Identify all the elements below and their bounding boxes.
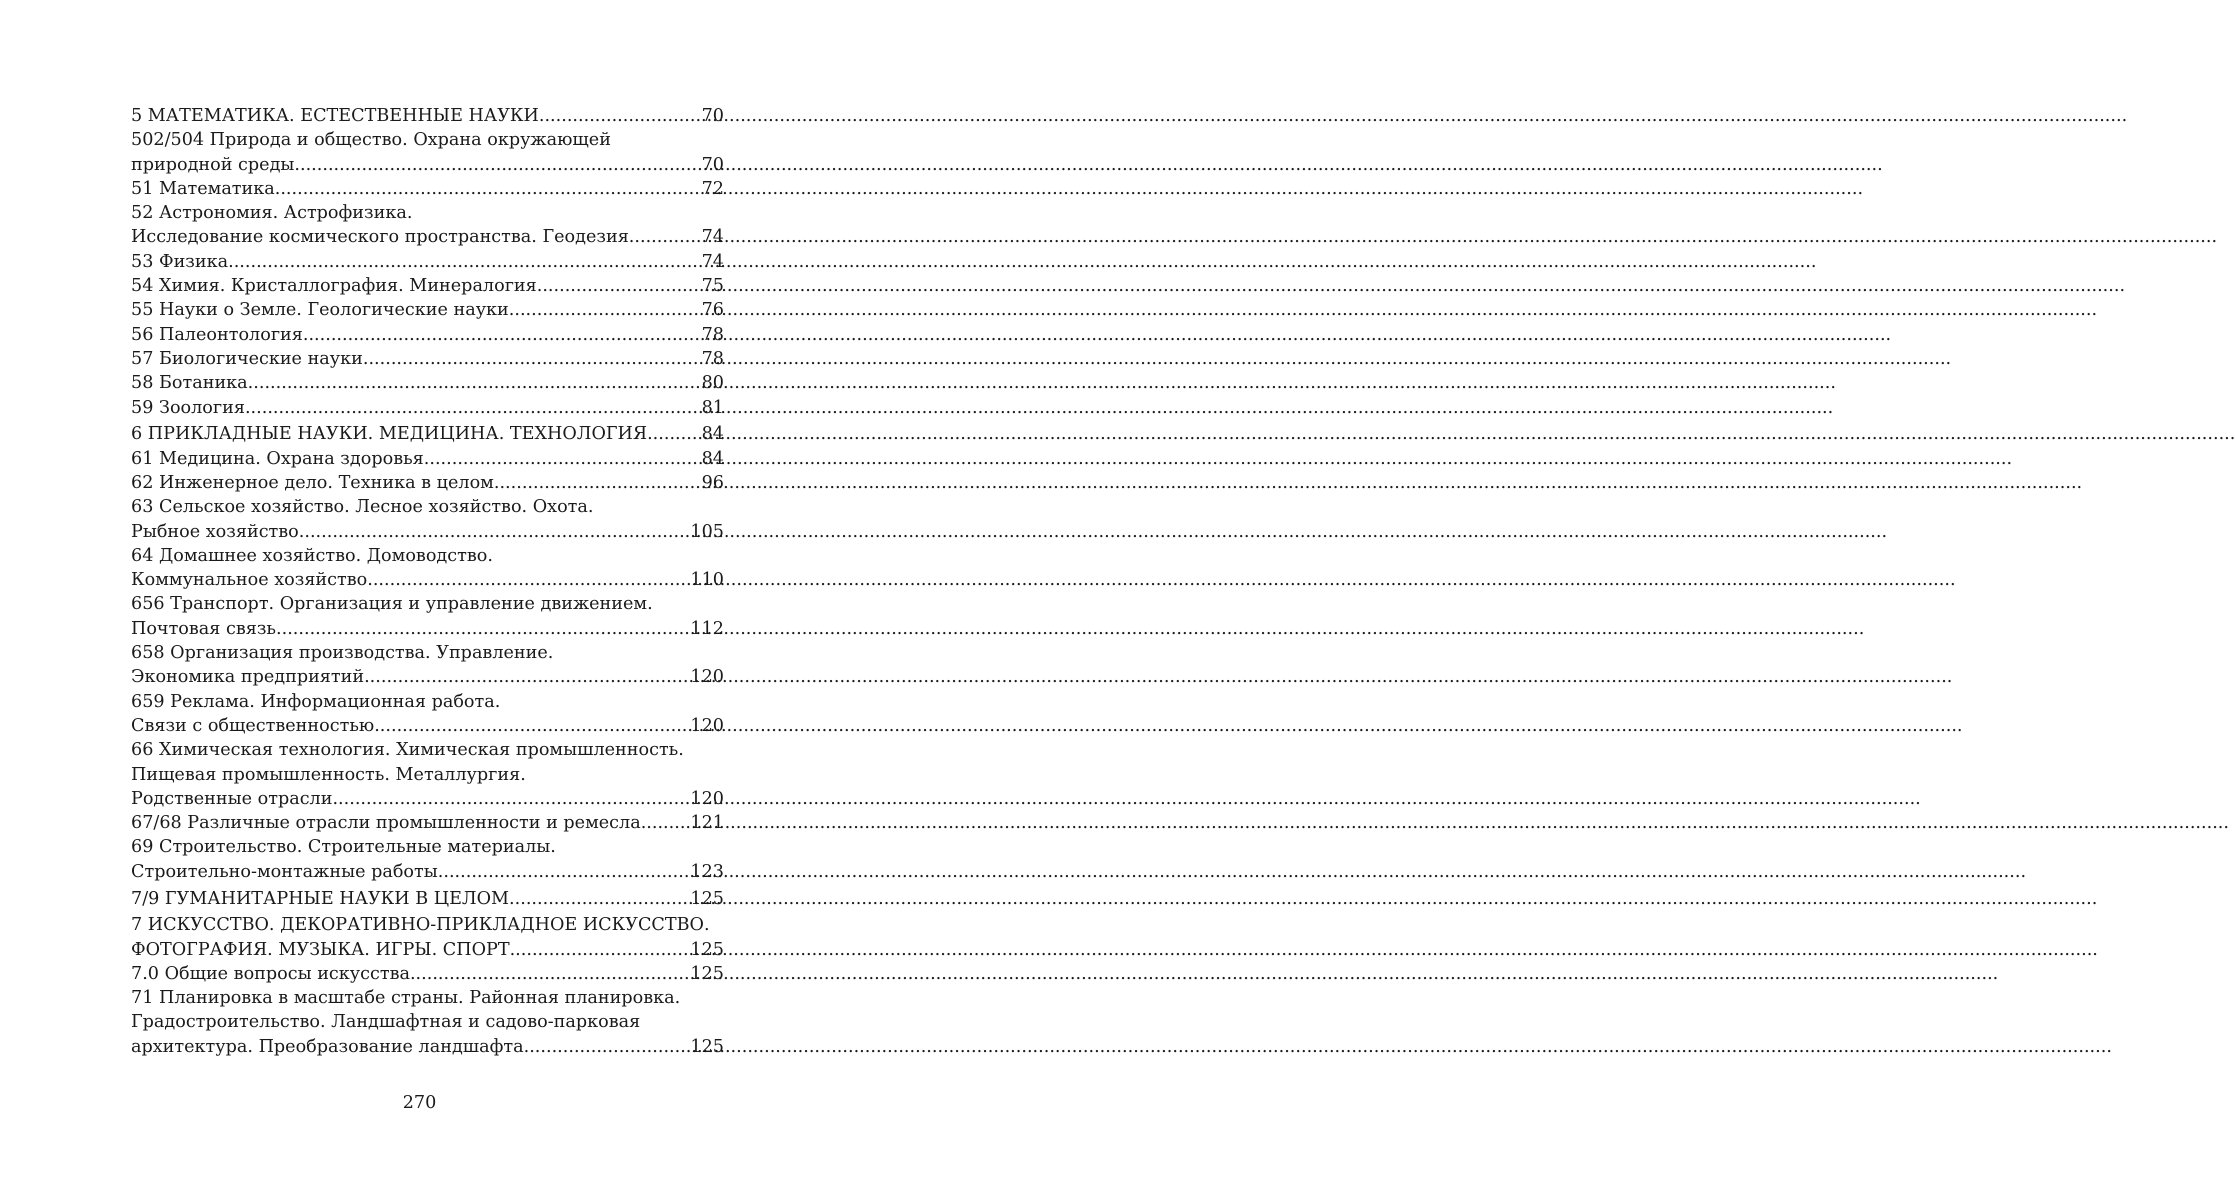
toc-entry-title: ФОТОГРАФИЯ. МУЗЫКА. ИГРЫ. СПОРТ xyxy=(131,939,510,960)
toc-entry-page: 120 xyxy=(690,715,724,736)
toc-entry-page: 120 xyxy=(690,667,724,688)
toc-line xyxy=(131,835,724,859)
toc-entry xyxy=(131,811,724,835)
toc-entry-title: 658 Организация производства. Управление. xyxy=(131,643,554,664)
toc-line xyxy=(131,177,724,201)
toc-entry-title: Связи с общественностью xyxy=(131,715,375,736)
toc-line xyxy=(131,104,724,128)
toc-entry xyxy=(131,250,724,274)
document-page xyxy=(0,0,839,1190)
toc-entry xyxy=(131,986,724,1059)
toc-entry-page: 125 xyxy=(690,1036,724,1057)
dot-leader xyxy=(410,962,689,986)
toc-entry-page: 70 xyxy=(701,154,724,175)
toc-entry xyxy=(131,422,724,446)
toc-line xyxy=(131,860,724,884)
toc-entry-page: 74 xyxy=(701,251,724,272)
toc-line xyxy=(131,153,724,177)
toc-entry-title: 7.0 Общие вопросы искусства xyxy=(131,963,410,984)
toc-entry-title: 59 Зоология xyxy=(131,397,245,418)
toc-entry xyxy=(131,298,724,322)
dot-leader xyxy=(294,153,700,177)
toc-line xyxy=(131,690,724,714)
dot-leader xyxy=(641,811,690,835)
toc-entry-title: Исследование космического пространства. Геодезия xyxy=(131,227,629,248)
toc-entry xyxy=(131,274,724,298)
toc-entry-title: 502/504 Природа и общество. Охрана окружающей xyxy=(131,130,611,151)
toc-entry xyxy=(131,177,724,201)
toc-line xyxy=(131,396,724,420)
toc-entry-title: 656 Транспорт. Организация и управление движением. xyxy=(131,594,653,615)
toc-entry-page: 96 xyxy=(701,472,724,493)
toc-line xyxy=(131,128,724,152)
toc-entry-page: 125 xyxy=(690,939,724,960)
toc-entry-title: 66 Химическая технология. Химическая промышленность. xyxy=(131,740,684,761)
dot-leader xyxy=(510,938,690,962)
toc-entry-title: Экономика предприятий xyxy=(131,667,365,688)
toc-entry-page: 121 xyxy=(690,813,724,834)
toc-line xyxy=(131,962,724,986)
toc-line xyxy=(131,913,724,937)
dot-leader xyxy=(248,371,701,395)
toc-entry-title: 61 Медицина. Охрана здоровья xyxy=(131,448,424,469)
toc-entry xyxy=(131,396,724,420)
toc-entry-title: 71 Планировка в масштабе страны. Районная планировка. xyxy=(131,988,681,1009)
toc-line xyxy=(131,422,724,446)
toc-entry-title: 55 Науки о Земле. Геологические науки xyxy=(131,300,509,321)
toc-line xyxy=(131,568,724,592)
dot-leader xyxy=(303,323,701,347)
dot-leader xyxy=(494,471,701,495)
dot-leader xyxy=(299,520,690,544)
toc-line xyxy=(131,471,724,495)
toc-line xyxy=(131,641,724,665)
toc-entry-title: Строительно-монтажные работы xyxy=(131,861,438,882)
toc-line xyxy=(131,1035,724,1059)
dot-leader xyxy=(228,250,700,274)
toc-line xyxy=(131,201,724,225)
toc-line xyxy=(131,544,724,568)
toc-entry xyxy=(131,592,724,641)
dot-leader xyxy=(276,617,689,641)
toc-entry-title: 69 Строительство. Строительные материалы. xyxy=(131,837,556,858)
toc-entry-title: Пищевая промышленность. Металлургия. xyxy=(131,764,526,785)
toc-line xyxy=(131,495,724,519)
dot-leader xyxy=(363,347,701,371)
toc-entry xyxy=(131,835,724,884)
toc-entry xyxy=(131,201,724,250)
toc-entry xyxy=(131,544,724,593)
toc-entry-page: 105 xyxy=(690,521,724,542)
toc-entry-page: 84 xyxy=(701,424,724,445)
toc-line xyxy=(131,347,724,371)
toc-entry-title: Рыбное хозяйство xyxy=(131,521,299,542)
toc-line xyxy=(131,938,724,962)
toc-entry-page: 81 xyxy=(701,397,724,418)
toc-entry xyxy=(131,347,724,371)
toc-entry xyxy=(131,323,724,347)
toc-entry-title: 58 Ботаника xyxy=(131,373,248,394)
toc-entry-page: 125 xyxy=(690,963,724,984)
toc-line xyxy=(131,665,724,689)
table-of-contents xyxy=(131,104,724,1059)
toc-line xyxy=(131,617,724,641)
toc-line xyxy=(131,811,724,835)
toc-entry-title: 54 Химия. Кристаллография. Минералогия xyxy=(131,276,537,297)
dot-leader xyxy=(332,787,689,811)
toc-entry-page: 125 xyxy=(690,888,724,909)
toc-line xyxy=(131,738,724,762)
toc-entry xyxy=(131,371,724,395)
toc-entry xyxy=(131,471,724,495)
toc-entry-title: Коммунальное хозяйство xyxy=(131,570,368,591)
toc-line xyxy=(131,763,724,787)
dot-leader xyxy=(275,177,701,201)
toc-entry-page: 74 xyxy=(701,227,724,248)
toc-entry-title: 6 ПРИКЛАДНЫЕ НАУКИ. МЕДИЦИНА. ТЕХНОЛОГИЯ xyxy=(131,424,648,445)
toc-entry xyxy=(131,690,724,739)
toc-entry-page: 78 xyxy=(701,324,724,345)
dot-leader xyxy=(629,225,701,249)
toc-entry-page: 112 xyxy=(690,618,724,639)
toc-line xyxy=(131,520,724,544)
dot-leader xyxy=(537,274,701,298)
toc-entry-page: 110 xyxy=(690,570,724,591)
toc-line xyxy=(131,592,724,616)
toc-line xyxy=(131,323,724,347)
toc-entry-title: Градостроительство. Ландшафтная и садово-парковая xyxy=(131,1012,641,1033)
toc-entry xyxy=(131,913,724,962)
dot-leader xyxy=(424,447,701,471)
dot-leader xyxy=(647,422,701,446)
toc-entry xyxy=(131,495,724,544)
toc-entry-title: 7 ИСКУССТВО. ДЕКОРАТИВНО-ПРИКЛАДНОЕ ИСКУССТВО. xyxy=(131,915,710,936)
toc-entry-page: 84 xyxy=(701,448,724,469)
page-number: 270 xyxy=(402,1093,437,1113)
toc-entry-title: 57 Биологические науки xyxy=(131,348,363,369)
dot-leader xyxy=(539,104,701,128)
toc-entry-page: 76 xyxy=(701,300,724,321)
toc-entry xyxy=(131,104,724,128)
toc-entry-title: 67/68 Различные отрасли промышленности и ремесла xyxy=(131,813,641,834)
toc-entry-title: 64 Домашнее хозяйство. Домоводство. xyxy=(131,545,493,566)
dot-leader xyxy=(245,396,701,420)
toc-line xyxy=(131,1010,724,1034)
toc-entry-title: 63 Сельское хозяйство. Лесное хозяйство. Охота. xyxy=(131,497,594,518)
dot-leader xyxy=(367,568,689,592)
toc-line xyxy=(131,371,724,395)
toc-line xyxy=(131,986,724,1010)
toc-entry xyxy=(131,738,724,811)
toc-entry-title: 52 Астрономия. Астрофизика. xyxy=(131,203,413,224)
dot-leader xyxy=(509,887,689,911)
toc-entry-title: архитектура. Преобразование ландшафта xyxy=(131,1036,524,1057)
toc-entry xyxy=(131,641,724,690)
toc-line xyxy=(131,250,724,274)
toc-line xyxy=(131,787,724,811)
toc-entry-title: 7/9 ГУМАНИТАРНЫЕ НАУКИ В ЦЕЛОМ xyxy=(131,888,510,909)
toc-entry-page: 123 xyxy=(690,861,724,882)
toc-entry xyxy=(131,128,724,177)
toc-line xyxy=(131,274,724,298)
toc-entry xyxy=(131,447,724,471)
dot-leader xyxy=(509,298,701,322)
toc-entry-title: Почтовая связь xyxy=(131,618,277,639)
toc-entry-page: 72 xyxy=(701,178,724,199)
toc-entry-title: 53 Физика xyxy=(131,251,229,272)
toc-entry-title: Родственные отрасли xyxy=(131,788,333,809)
toc-line xyxy=(131,447,724,471)
toc-entry-page: 120 xyxy=(690,788,724,809)
toc-entry-title: 5 МАТЕМАТИКА. ЕСТЕСТВЕННЫЕ НАУКИ xyxy=(131,106,539,126)
toc-line xyxy=(131,225,724,249)
toc-line xyxy=(131,298,724,322)
toc-entry-page: 80 xyxy=(701,373,724,394)
toc-entry-title: 56 Палеонтология xyxy=(131,324,303,345)
toc-entry-title: природной среды xyxy=(131,154,295,175)
dot-leader xyxy=(364,665,689,689)
toc-entry-title: 62 Инженерное дело. Техника в целом xyxy=(131,472,494,493)
toc-entry-page: 70 xyxy=(701,106,724,126)
toc-line xyxy=(131,887,724,911)
dot-leader xyxy=(524,1035,690,1059)
toc-entry-page: 78 xyxy=(701,348,724,369)
toc-entry xyxy=(131,962,724,986)
toc-line xyxy=(131,714,724,738)
toc-entry-title: 659 Реклама. Информационная работа. xyxy=(131,691,501,712)
toc-entry-page: 75 xyxy=(701,276,724,297)
dot-leader xyxy=(438,860,690,884)
dot-leader xyxy=(374,714,689,738)
toc-entry-title: 51 Математика xyxy=(131,178,275,199)
toc-entry xyxy=(131,887,724,911)
